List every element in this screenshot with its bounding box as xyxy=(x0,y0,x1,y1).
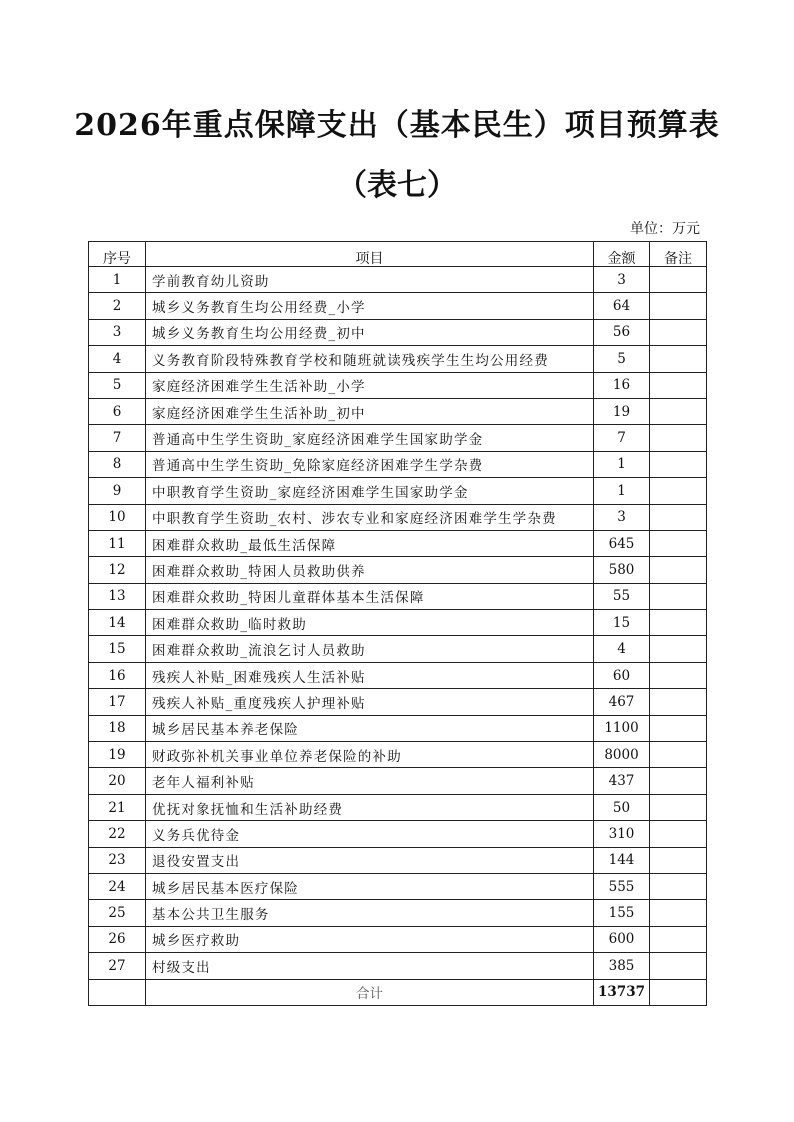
table-body xyxy=(89,267,707,980)
row-item: 优抚对象抚恤和生活补助经费 xyxy=(146,794,594,820)
row-note xyxy=(650,557,707,583)
row-item: 义务兵优待金 xyxy=(146,821,594,847)
header-seq: 序号 xyxy=(89,242,146,267)
row-item: 财政弥补机关事业单位养老保险的补助 xyxy=(146,742,594,768)
row-seq: 10 xyxy=(89,504,146,530)
row-note xyxy=(650,451,707,477)
row-amount: 155 xyxy=(594,900,650,926)
total-row xyxy=(89,979,707,1005)
row-amount: 5 xyxy=(594,346,650,372)
row-note xyxy=(650,689,707,715)
row-seq: 6 xyxy=(89,398,146,424)
row-amount: 1100 xyxy=(594,715,650,741)
table-row xyxy=(89,372,707,398)
row-amount: 55 xyxy=(594,583,650,609)
row-amount: 19 xyxy=(594,398,650,424)
row-amount: 3 xyxy=(594,504,650,530)
row-seq: 3 xyxy=(89,319,146,345)
row-item: 困难群众救助_临时救助 xyxy=(146,610,594,636)
row-seq: 18 xyxy=(89,715,146,741)
row-item: 学前教育幼儿资助 xyxy=(146,267,594,293)
header-note: 备注 xyxy=(650,242,707,267)
row-note xyxy=(650,900,707,926)
row-item: 城乡居民基本养老保险 xyxy=(146,715,594,741)
row-note xyxy=(650,662,707,688)
row-amount: 310 xyxy=(594,821,650,847)
row-seq: 9 xyxy=(89,478,146,504)
budget-table xyxy=(88,241,707,1006)
row-item: 困难群众救助_特困人员救助供养 xyxy=(146,557,594,583)
row-note xyxy=(650,610,707,636)
row-seq: 7 xyxy=(89,425,146,451)
table-row xyxy=(89,821,707,847)
row-note xyxy=(650,372,707,398)
row-amount: 4 xyxy=(594,636,650,662)
row-note xyxy=(650,873,707,899)
row-note xyxy=(650,953,707,979)
table-row xyxy=(89,504,707,530)
total-note-cell xyxy=(650,979,707,1005)
row-seq: 15 xyxy=(89,636,146,662)
table-row xyxy=(89,689,707,715)
table-row xyxy=(89,715,707,741)
table-row xyxy=(89,847,707,873)
table-row xyxy=(89,636,707,662)
row-amount: 144 xyxy=(594,847,650,873)
row-seq: 4 xyxy=(89,346,146,372)
row-note xyxy=(650,794,707,820)
table-row xyxy=(89,478,707,504)
table-row xyxy=(89,873,707,899)
row-item: 困难群众救助_最低生活保障 xyxy=(146,530,594,556)
row-seq: 27 xyxy=(89,953,146,979)
total-amount: 13737 xyxy=(594,979,650,1005)
row-amount: 7 xyxy=(594,425,650,451)
row-seq: 11 xyxy=(89,530,146,556)
row-note xyxy=(650,530,707,556)
row-note xyxy=(650,319,707,345)
row-seq: 2 xyxy=(89,293,146,319)
row-amount: 645 xyxy=(594,530,650,556)
row-item: 普通高中生学生资助_免除家庭经济困难学生学杂费 xyxy=(146,451,594,477)
row-seq: 22 xyxy=(89,821,146,847)
table-row xyxy=(89,319,707,345)
row-amount: 60 xyxy=(594,662,650,688)
row-amount: 15 xyxy=(594,610,650,636)
row-item: 老年人福利补贴 xyxy=(146,768,594,794)
header-item: 项目 xyxy=(146,242,594,267)
table-row xyxy=(89,346,707,372)
total-seq-cell xyxy=(89,979,146,1005)
row-amount: 600 xyxy=(594,926,650,952)
row-amount: 437 xyxy=(594,768,650,794)
row-amount: 64 xyxy=(594,293,650,319)
row-note xyxy=(650,425,707,451)
row-seq: 13 xyxy=(89,583,146,609)
row-item: 残疾人补贴_困难残疾人生活补贴 xyxy=(146,662,594,688)
row-seq: 16 xyxy=(89,662,146,688)
table-row xyxy=(89,742,707,768)
row-seq: 20 xyxy=(89,768,146,794)
total-label: 合计 xyxy=(146,979,594,1005)
table-row xyxy=(89,267,707,293)
row-seq: 12 xyxy=(89,557,146,583)
row-item: 困难群众救助_流浪乞讨人员救助 xyxy=(146,636,594,662)
row-item: 基本公共卫生服务 xyxy=(146,900,594,926)
row-note xyxy=(650,636,707,662)
row-item: 中职教育学生资助_家庭经济困难学生国家助学金 xyxy=(146,478,594,504)
row-seq: 8 xyxy=(89,451,146,477)
row-amount: 16 xyxy=(594,372,650,398)
row-note xyxy=(650,583,707,609)
row-amount: 1 xyxy=(594,451,650,477)
row-amount: 1 xyxy=(594,478,650,504)
row-item: 困难群众救助_特困儿童群体基本生活保障 xyxy=(146,583,594,609)
table-row xyxy=(89,398,707,424)
row-item: 城乡义务教育生均公用经费_初中 xyxy=(146,319,594,345)
row-note xyxy=(650,267,707,293)
row-note xyxy=(650,715,707,741)
table-row xyxy=(89,768,707,794)
table-row xyxy=(89,794,707,820)
table-row xyxy=(89,557,707,583)
row-amount: 385 xyxy=(594,953,650,979)
row-amount: 580 xyxy=(594,557,650,583)
row-note xyxy=(650,926,707,952)
row-amount: 8000 xyxy=(594,742,650,768)
table-row xyxy=(89,425,707,451)
row-seq: 14 xyxy=(89,610,146,636)
row-note xyxy=(650,821,707,847)
document-title: 2026年重点保障支出（基本民生）项目预算表 xyxy=(74,108,720,143)
row-item: 退役安置支出 xyxy=(146,847,594,873)
row-amount: 56 xyxy=(594,319,650,345)
unit-label: 单位：万元 xyxy=(630,221,700,237)
row-note xyxy=(650,742,707,768)
table-row xyxy=(89,610,707,636)
row-seq: 5 xyxy=(89,372,146,398)
row-seq: 17 xyxy=(89,689,146,715)
row-seq: 23 xyxy=(89,847,146,873)
row-item: 城乡医疗救助 xyxy=(146,926,594,952)
row-item: 家庭经济困难学生生活补助_小学 xyxy=(146,372,594,398)
table-row xyxy=(89,953,707,979)
row-note xyxy=(650,847,707,873)
row-item: 城乡义务教育生均公用经费_小学 xyxy=(146,293,594,319)
table-header-row xyxy=(89,242,707,267)
table-row xyxy=(89,662,707,688)
table-row xyxy=(89,451,707,477)
table-row xyxy=(89,530,707,556)
row-amount: 3 xyxy=(594,267,650,293)
row-note xyxy=(650,398,707,424)
document-subtitle: （表七） xyxy=(337,168,457,203)
row-seq: 25 xyxy=(89,900,146,926)
row-item: 中职教育学生资助_农村、涉农专业和家庭经济困难学生学杂费 xyxy=(146,504,594,530)
row-item: 家庭经济困难学生生活补助_初中 xyxy=(146,398,594,424)
table-row xyxy=(89,900,707,926)
row-note xyxy=(650,504,707,530)
row-item: 义务教育阶段特殊教育学校和随班就读残疾学生生均公用经费 xyxy=(146,346,594,372)
row-amount: 50 xyxy=(594,794,650,820)
row-item: 村级支出 xyxy=(146,953,594,979)
table-row xyxy=(89,583,707,609)
row-amount: 467 xyxy=(594,689,650,715)
row-seq: 24 xyxy=(89,873,146,899)
row-note xyxy=(650,478,707,504)
row-seq: 19 xyxy=(89,742,146,768)
row-note xyxy=(650,346,707,372)
row-item: 普通高中生学生资助_家庭经济困难学生国家助学金 xyxy=(146,425,594,451)
row-seq: 1 xyxy=(89,267,146,293)
table-row xyxy=(89,293,707,319)
row-note xyxy=(650,293,707,319)
row-item: 残疾人补贴_重度残疾人护理补贴 xyxy=(146,689,594,715)
row-note xyxy=(650,768,707,794)
header-amount: 金额 xyxy=(594,242,650,267)
row-item: 城乡居民基本医疗保险 xyxy=(146,873,594,899)
row-seq: 26 xyxy=(89,926,146,952)
row-amount: 555 xyxy=(594,873,650,899)
row-seq: 21 xyxy=(89,794,146,820)
table-row xyxy=(89,926,707,952)
